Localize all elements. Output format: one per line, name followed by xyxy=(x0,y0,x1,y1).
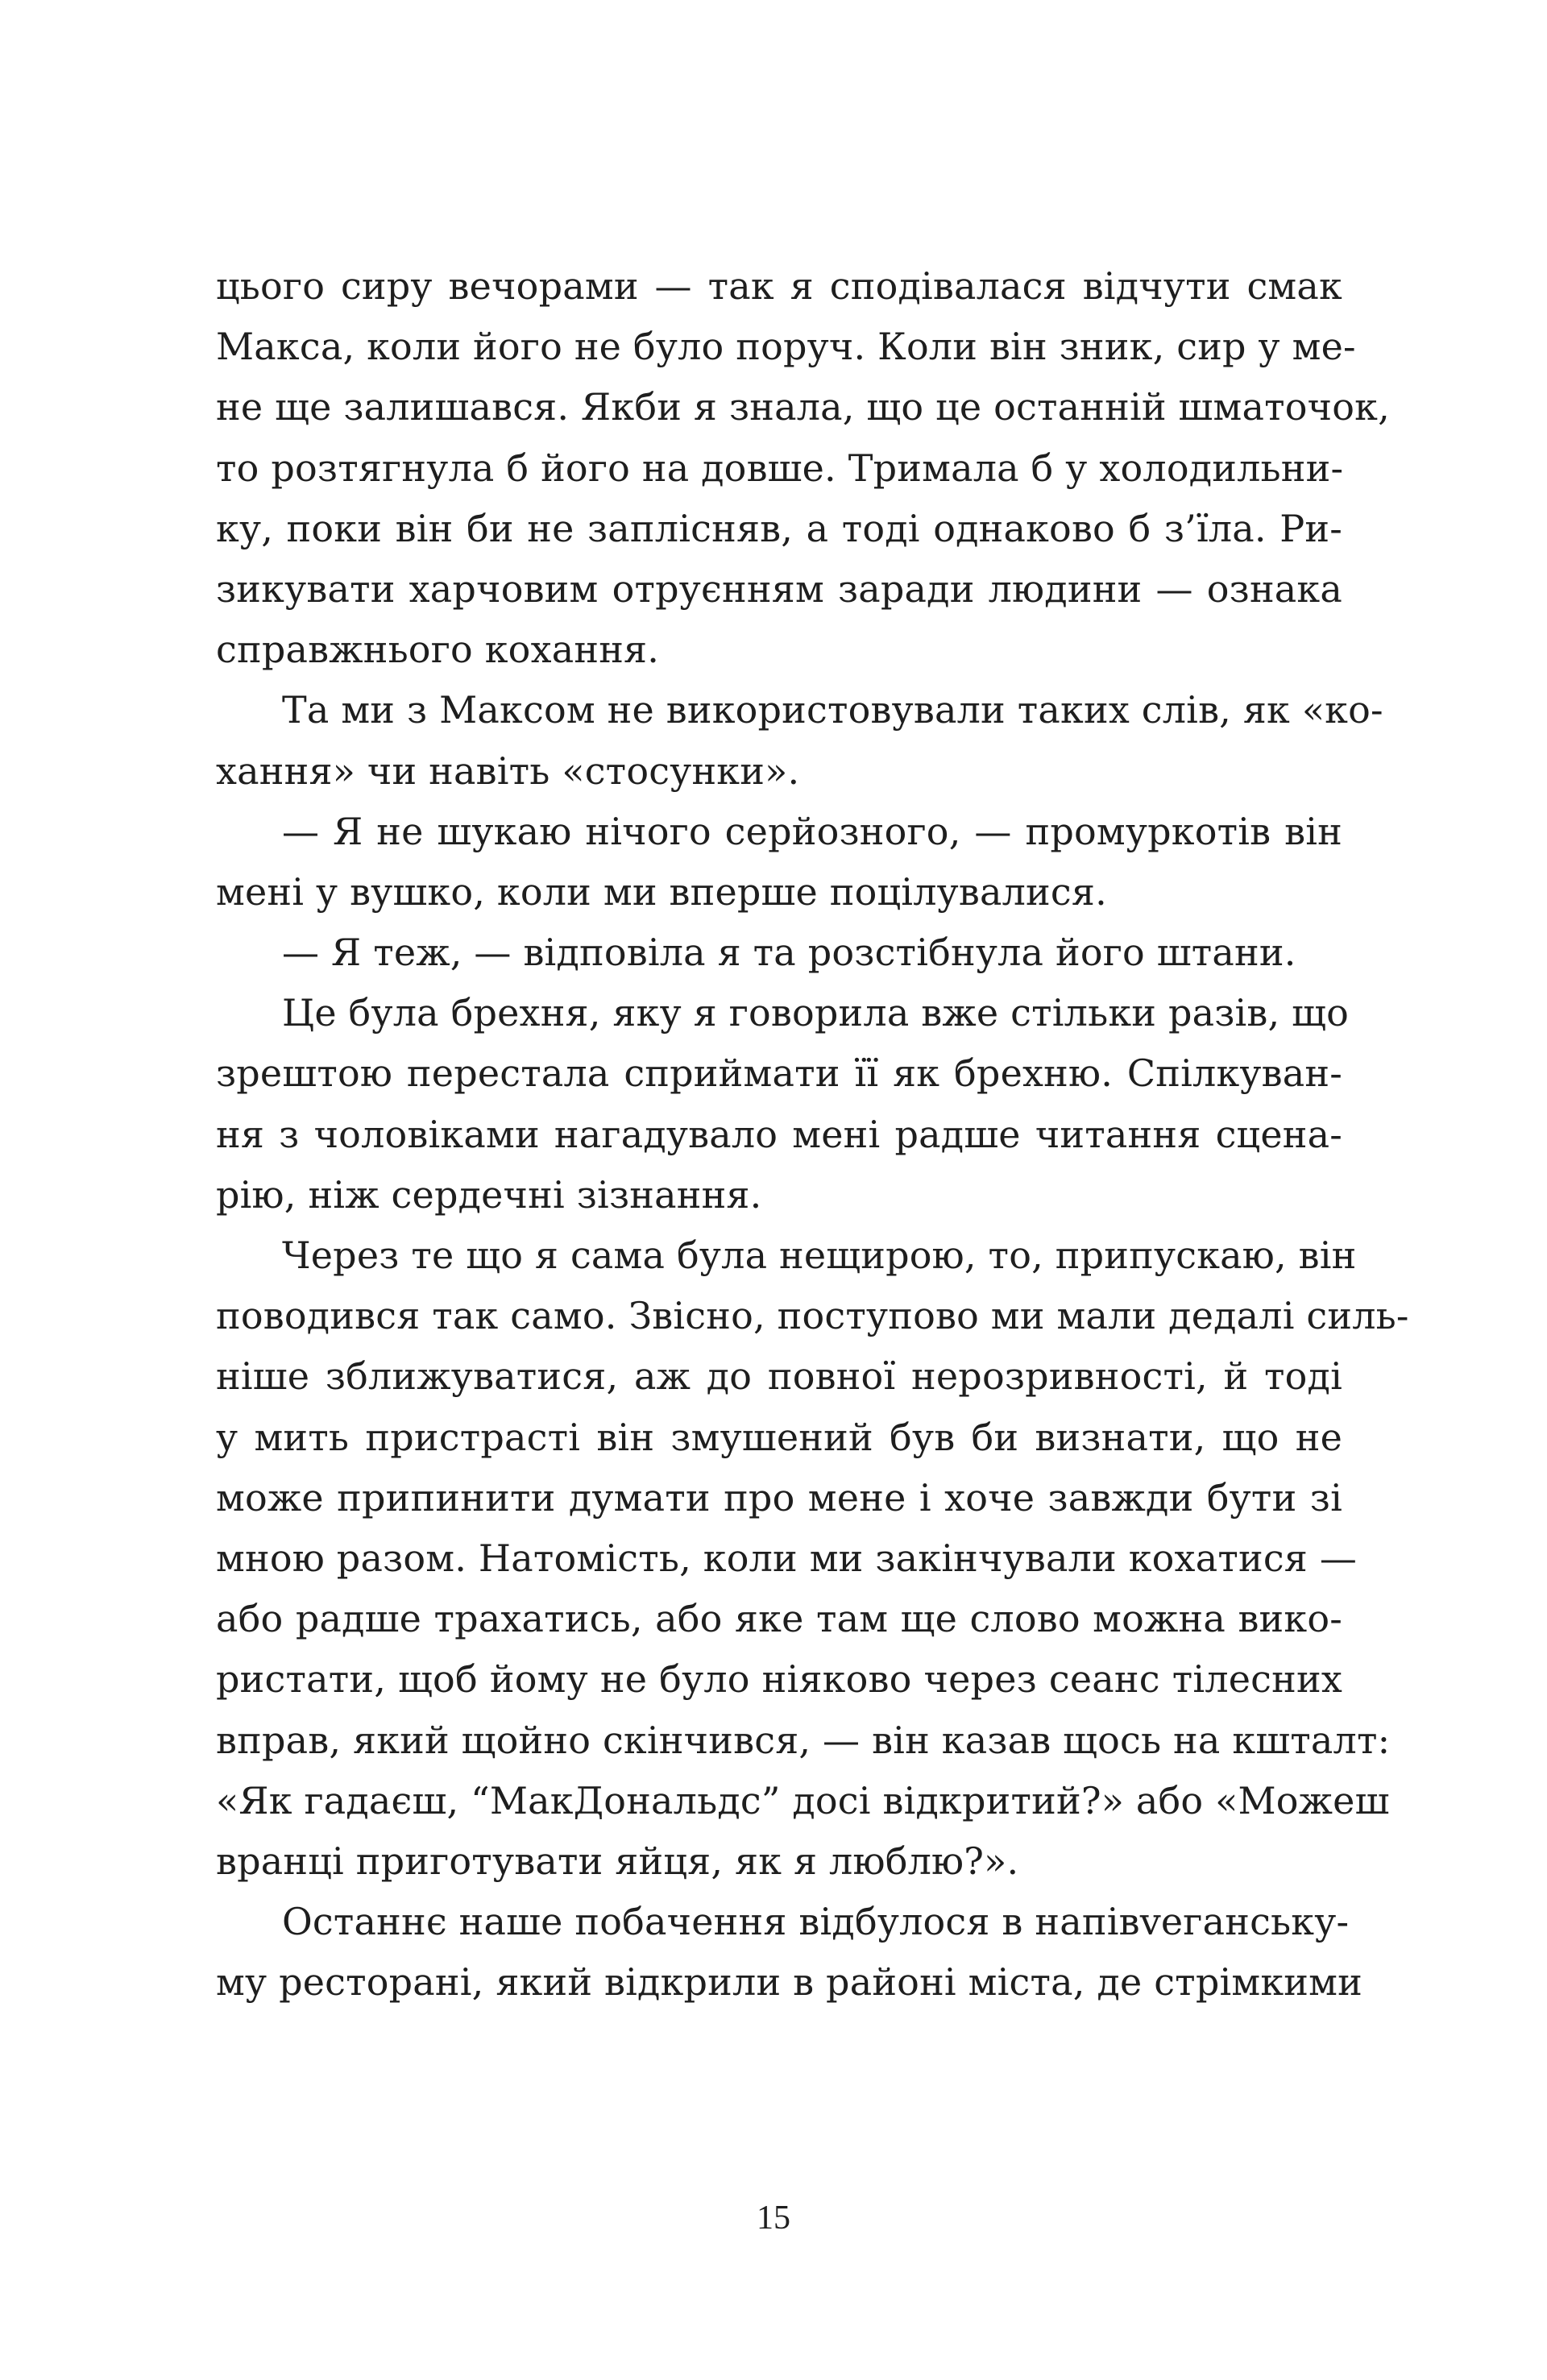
text-line: зикувати харчовим отруєнням заради людини — ознака xyxy=(216,566,1342,611)
text-line: цього сиру вечорами — так я сподівалася відчути смак xyxy=(216,264,1342,308)
dialogue-line: — Я теж, — відповіла я та розстібнула його штани. xyxy=(282,931,1296,975)
text-line: хання» чи навіть «стосунки». xyxy=(216,748,800,793)
text-line: справжнього кохання. xyxy=(216,628,660,672)
paragraph-first-line: Останнє наше побачення відбулося в напівveганську- xyxy=(282,1900,1350,1944)
text-line: поводився так само. Звісно, поступово ми мали дедалі силь- xyxy=(216,1294,1409,1338)
text-line: може припинити думати про мене і хоче завжди бути зі xyxy=(216,1475,1342,1520)
text-line: то розтягнула б його на довше. Тримала б у холодильни- xyxy=(216,446,1344,490)
text-line: ку, поки він би не заплісняв, а тоді однаково б з’їла. Ри- xyxy=(216,506,1342,550)
text-line: му ресторані, який відкрили в районі міста, де стрімкими xyxy=(216,1960,1363,2005)
text-line: ристати, щоб йому не було ніяково через сеанс тілесних xyxy=(216,1657,1342,1702)
text-line: або радше трахатись, або яке там ще слово можна вико- xyxy=(216,1597,1342,1641)
text-line: ня з чоловіками нагадувало мені радше читання сцена- xyxy=(216,1112,1342,1156)
text-line: Макса, коли його не було поруч. Коли він зник, сир у ме- xyxy=(216,325,1356,369)
page-number: 15 xyxy=(757,2200,790,2237)
text-line: «Як гадаєш, “МакДональдс” досі відкритий?» або «Можеш xyxy=(216,1778,1390,1822)
text-line: ніше зближуватися, аж до повної нерозривності, й тоді xyxy=(216,1354,1342,1399)
text-line: не ще залишався. Якби я знала, що це останній шматочок, xyxy=(216,385,1390,429)
text-line: зрештою перестала сприймати її як брехню. Спілкуван- xyxy=(216,1051,1342,1096)
body-text xyxy=(216,256,1409,2013)
paragraph-first-line: Через те що я сама була нещирою, то, припускаю, він xyxy=(282,1234,1357,1277)
paragraph-first-line: Та ми з Максом не використовували таких слів, як «ко- xyxy=(282,688,1383,732)
text-line: вправ, який щойно скінчився, — він казав щось на кшталт: xyxy=(216,1718,1391,1762)
text-line: вранці приготувати яйця, як я люблю?». xyxy=(216,1839,1019,1883)
text-line: мною разом. Натомість, коли ми закінчували кохатися — xyxy=(216,1536,1358,1580)
text-line: рію, ніж сердечні зізнання. xyxy=(216,1172,762,1217)
dialogue-line: — Я не шукаю нічого серйозного, — промуркотів він xyxy=(282,809,1342,853)
text-line: у мить пристрасті він змушений був би визнати, що не xyxy=(216,1415,1342,1459)
paragraph-first-line: Це була брехня, яку я говорила вже стільки разів, що xyxy=(282,991,1350,1035)
text-line: мені у вушко, коли ми вперше поцілувалися. xyxy=(216,869,1107,914)
